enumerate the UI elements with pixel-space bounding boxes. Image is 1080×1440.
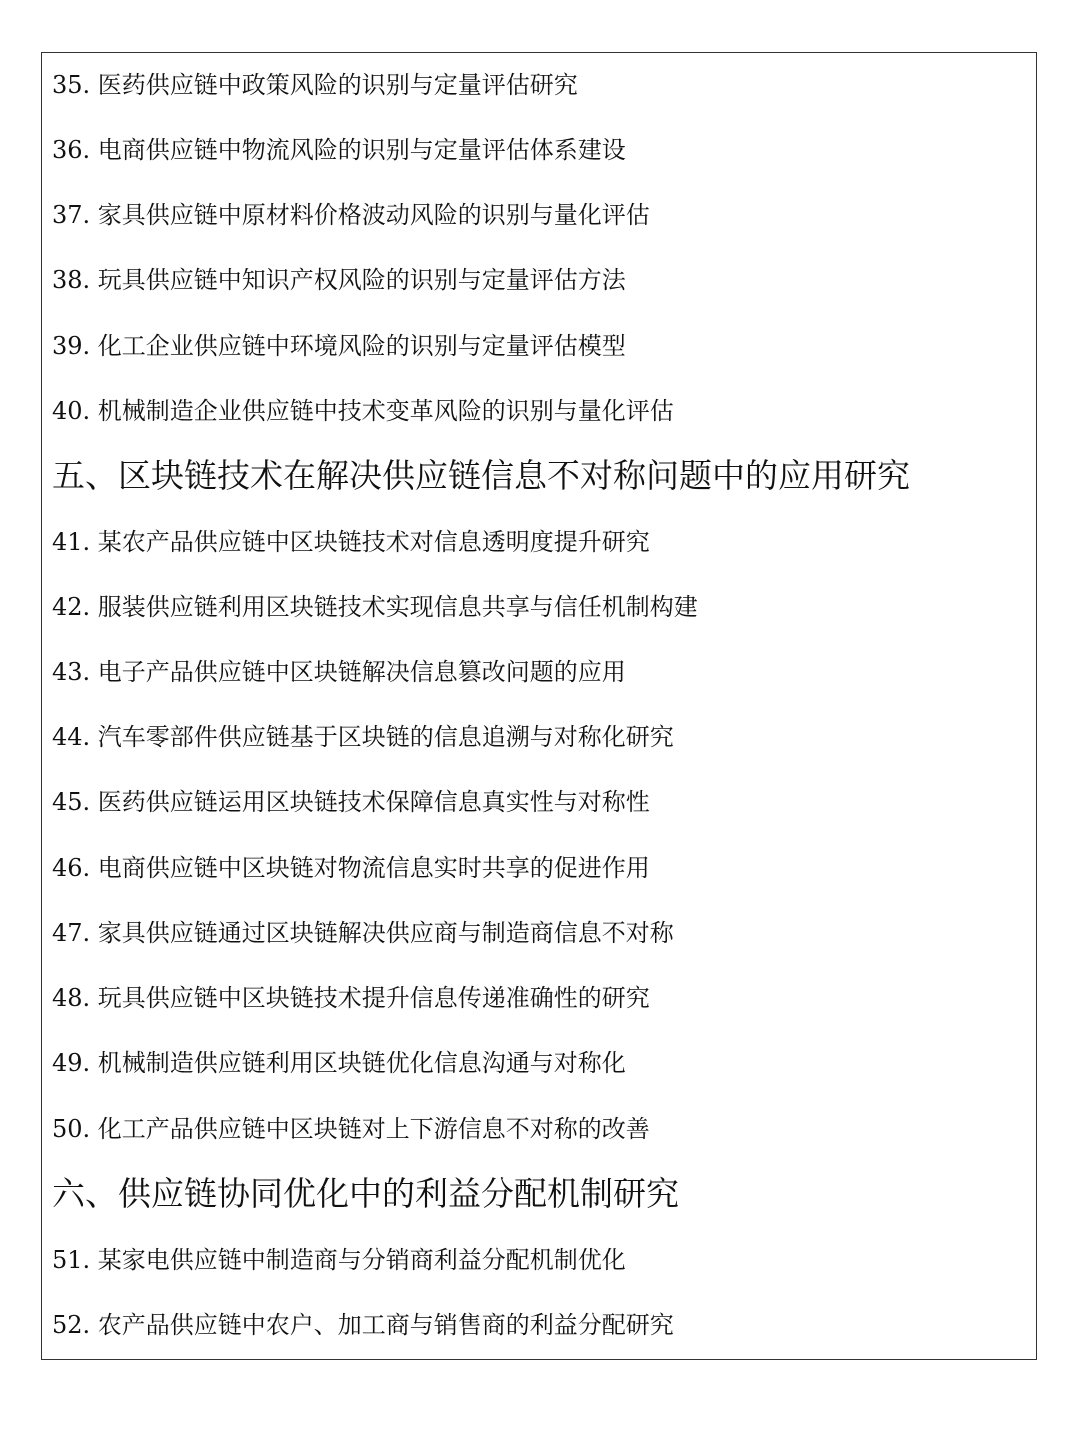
topic-item-44: 44. 汽车零部件供应链基于区块链的信息追溯与对称化研究 xyxy=(52,723,674,751)
topic-item-52: 52. 农产品供应链中农户、加工商与销售商的利益分配研究 xyxy=(52,1311,674,1339)
topic-item-36: 36. 电商供应链中物流风险的识别与定量评估体系建设 xyxy=(52,136,626,164)
topic-item-48: 48. 玩具供应链中区块链技术提升信息传递准确性的研究 xyxy=(52,984,650,1012)
topic-item-40: 40. 机械制造企业供应链中技术变革风险的识别与量化评估 xyxy=(52,397,674,425)
topic-item-51: 51. 某家电供应链中制造商与分销商利益分配机制优化 xyxy=(52,1246,626,1274)
topic-item-41: 41. 某农产品供应链中区块链技术对信息透明度提升研究 xyxy=(52,528,650,556)
page-frame xyxy=(41,52,1037,1360)
section-heading-5: 五、区块链技术在解决供应链信息不对称问题中的应用研究 xyxy=(52,456,910,495)
topic-item-43: 43. 电子产品供应链中区块链解决信息篡改问题的应用 xyxy=(52,658,626,686)
topic-item-39: 39. 化工企业供应链中环境风险的识别与定量评估模型 xyxy=(52,332,626,360)
topic-item-47: 47. 家具供应链通过区块链解决供应商与制造商信息不对称 xyxy=(52,919,674,947)
section-heading-6: 六、供应链协同优化中的利益分配机制研究 xyxy=(52,1174,679,1213)
topic-item-46: 46. 电商供应链中区块链对物流信息实时共享的促进作用 xyxy=(52,854,650,882)
topic-item-38: 38. 玩具供应链中知识产权风险的识别与定量评估方法 xyxy=(52,266,626,294)
topic-item-37: 37. 家具供应链中原材料价格波动风险的识别与量化评估 xyxy=(52,201,650,229)
topic-item-50: 50. 化工产品供应链中区块链对上下游信息不对称的改善 xyxy=(52,1115,650,1143)
topic-item-45: 45. 医药供应链运用区块链技术保障信息真实性与对称性 xyxy=(52,788,650,816)
topic-item-49: 49. 机械制造供应链利用区块链优化信息沟通与对称化 xyxy=(52,1049,626,1077)
topic-item-42: 42. 服装供应链利用区块链技术实现信息共享与信任机制构建 xyxy=(52,593,698,621)
topic-item-35: 35. 医药供应链中政策风险的识别与定量评估研究 xyxy=(52,71,578,99)
